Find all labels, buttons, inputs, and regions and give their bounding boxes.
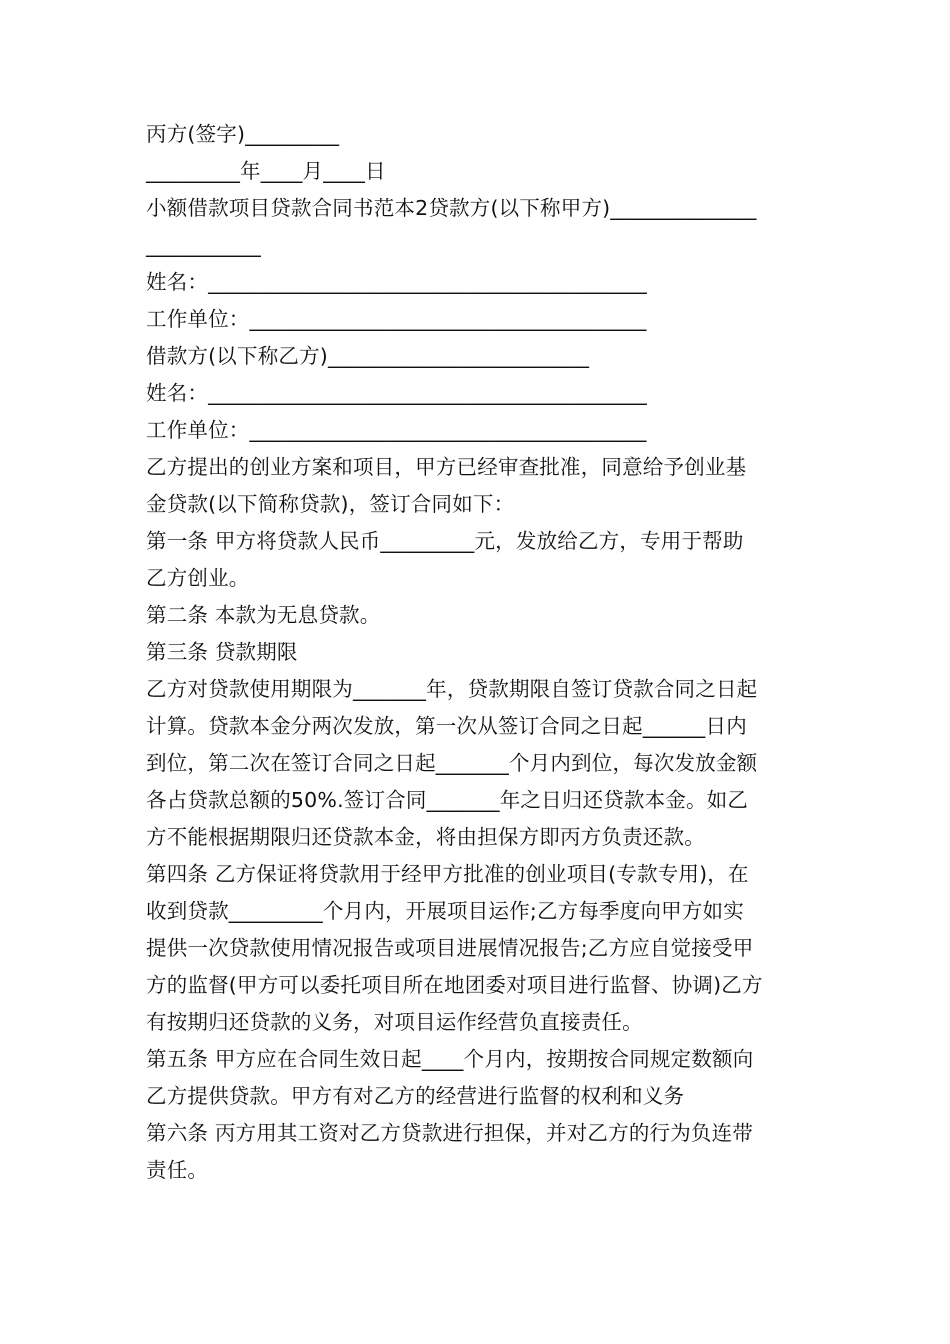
text-line: 第一条 甲方将贷款人民币_________元，发放给乙方，专用于帮助: [146, 529, 744, 553]
text-line: 第五条 甲方应在合同生效日起____个月内，按期按合同规定数额向: [146, 1047, 754, 1071]
text-line: 姓名：__________________________________________: [146, 270, 647, 294]
text-line: 方不能根据期限归还贷款本金，将由担保方即丙方负责还款。: [146, 825, 705, 849]
text-line: 第四条 乙方保证将贷款用于经甲方批准的创业项目(专款专用)，在: [146, 862, 749, 886]
text-line: 方的监督(甲方可以委托项目所在地团委对项目进行监督、协调)乙方: [146, 973, 763, 997]
text-line: 各占贷款总额的50%.签订合同_______年之日归还贷款本金。如乙: [146, 788, 749, 812]
text-line: 乙方提出的创业方案和项目，甲方已经审查批准，同意给予创业基: [146, 455, 747, 479]
text-line: 责任。: [146, 1158, 209, 1182]
text-line: 乙方对贷款使用期限为_______年，贷款期限自签订贷款合同之日起: [146, 677, 758, 701]
text-line: 第二条 本款为无息贷款。: [146, 603, 381, 627]
text-line: 乙方提供贷款。甲方有对乙方的经营进行监督的权利和义务: [146, 1084, 685, 1108]
text-line: 金贷款(以下简称贷款)，签订合同如下：: [146, 492, 515, 516]
text-line: 借款方(以下称乙方)_________________________: [146, 344, 590, 368]
contract-document: [146, 116, 808, 1189]
text-line: 有按期归还贷款的义务，对项目运作经营负直接责任。: [146, 1010, 643, 1034]
text-line: _________年____月____日: [146, 159, 386, 183]
text-line: 工作单位：______________________________________: [146, 418, 647, 442]
text-line: 第三条 贷款期限: [146, 640, 298, 664]
text-line: ___________: [146, 233, 261, 257]
text-line: 工作单位：______________________________________: [146, 307, 647, 331]
text-line: 收到贷款_________个月内，开展项目运作;乙方每季度向甲方如实: [146, 899, 744, 923]
text-line: 丙方(签字)_________: [146, 122, 340, 146]
text-line: 乙方创业。: [146, 566, 250, 590]
text-line: 第六条 丙方用其工资对乙方贷款进行担保，并对乙方的行为负连带: [146, 1121, 754, 1145]
text-line: 到位，第二次在签订合同之日起_______个月内到位，每次发放金额: [146, 751, 758, 775]
text-line: 提供一次贷款使用情况报告或项目进展情况报告;乙方应自觉接受甲: [146, 936, 754, 960]
text-line: 计算。贷款本金分两次发放，第一次从签订合同之日起______日内: [146, 714, 747, 738]
text-line: 姓名：__________________________________________: [146, 381, 647, 405]
text-line: 小额借款项目贷款合同书范本2贷款方(以下称甲方)______________: [146, 196, 757, 220]
